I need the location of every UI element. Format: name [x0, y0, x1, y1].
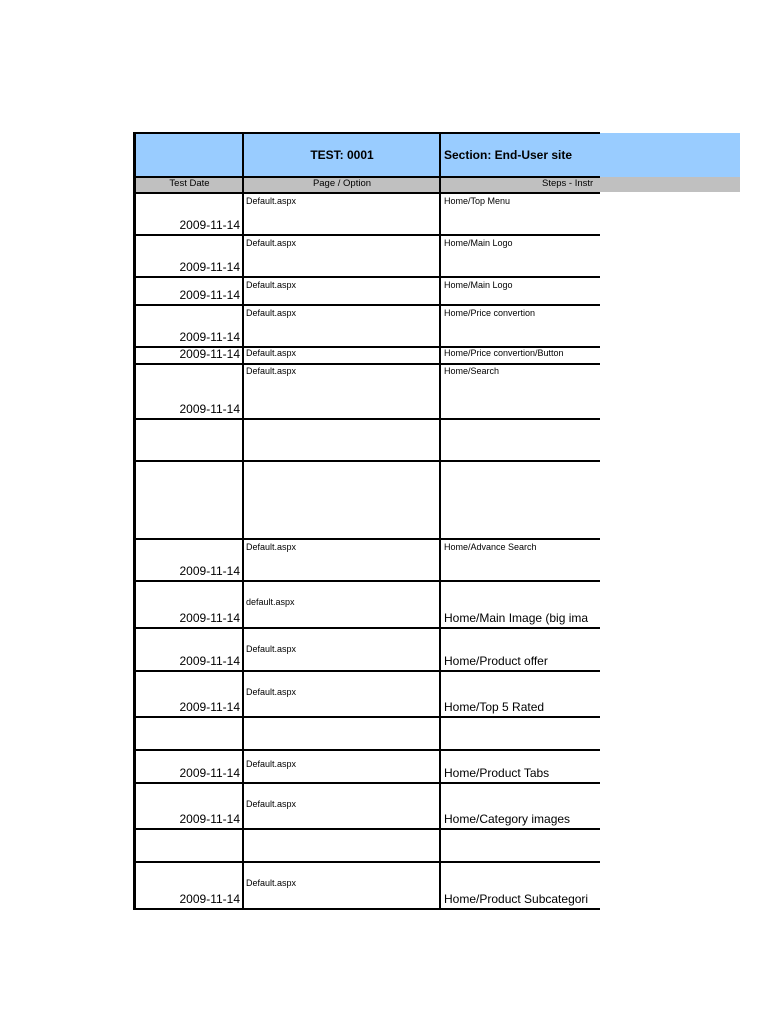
column-header-steps: Steps - Instr — [542, 178, 594, 189]
steps-cell: Home/Advance Search — [444, 542, 537, 552]
header-divider — [134, 176, 600, 178]
steps-cell: Home/Main Image (big ima — [444, 611, 589, 625]
test-date-cell: 2009-11-14 — [179, 654, 240, 668]
page-option-cell: Default.aspx — [246, 799, 297, 809]
steps-cell: Home/Top 5 Rated — [444, 700, 545, 714]
steps-cell: Home/Price convertion — [444, 308, 536, 318]
table-row — [136, 420, 600, 460]
page-option-cell: Default.aspx — [246, 759, 297, 769]
column-header-test-date: Test Date — [169, 178, 210, 189]
test-date-cell: 2009-11-14 — [179, 347, 240, 361]
test-date-cell: 2009-11-14 — [179, 892, 240, 906]
test-date-cell: 2009-11-14 — [179, 218, 240, 232]
test-date-cell: 2009-11-14 — [179, 611, 240, 625]
test-date-cell: 2009-11-14 — [179, 260, 240, 274]
steps-cell: Home/Main Logo — [444, 280, 513, 290]
column-header-page-option: Page / Option — [312, 178, 372, 189]
steps-cell: Home/Product Subcategori — [444, 892, 589, 906]
test-date-cell: 2009-11-14 — [179, 812, 240, 826]
test-id-title: TEST: 0001 — [310, 148, 374, 162]
test-date-cell: 2009-11-14 — [179, 564, 240, 578]
section-title: Section: End-User site — [444, 148, 573, 162]
table-row — [136, 718, 600, 749]
test-date-cell: 2009-11-14 — [179, 402, 240, 416]
steps-cell: Home/Product offer — [444, 654, 548, 668]
table-row — [136, 830, 600, 861]
table-top-border — [134, 132, 600, 134]
page-option-cell: Default.aspx — [246, 687, 297, 697]
test-date-cell: 2009-11-14 — [179, 700, 240, 714]
page-option-cell: Default.aspx — [246, 238, 297, 248]
test-date-cell: 2009-11-14 — [179, 766, 240, 780]
page-option-cell: Default.aspx — [246, 644, 297, 654]
row-divider — [134, 908, 600, 910]
page-option-cell: Default.aspx — [246, 366, 297, 376]
steps-cell: Home/Category images — [444, 812, 571, 826]
steps-cell: Home/Top Menu — [444, 196, 511, 206]
page-option-cell: Default.aspx — [246, 196, 297, 206]
page-option-cell: Default.aspx — [246, 878, 297, 888]
test-date-cell: 2009-11-14 — [179, 288, 240, 302]
test-date-cell: 2009-11-14 — [179, 330, 240, 344]
page-option-cell: Default.aspx — [246, 348, 297, 358]
page-option-cell: Default.aspx — [246, 280, 297, 290]
page-option-cell: default.aspx — [246, 597, 295, 607]
steps-cell: Home/Search — [444, 366, 500, 376]
page-option-cell: Default.aspx — [246, 542, 297, 552]
steps-cell: Home/Main Logo — [444, 238, 513, 248]
steps-cell: Home/Product Tabs — [444, 766, 550, 780]
table-row — [136, 462, 600, 538]
page-option-cell: Default.aspx — [246, 308, 297, 318]
steps-cell: Home/Price convertion/Button — [444, 348, 564, 358]
